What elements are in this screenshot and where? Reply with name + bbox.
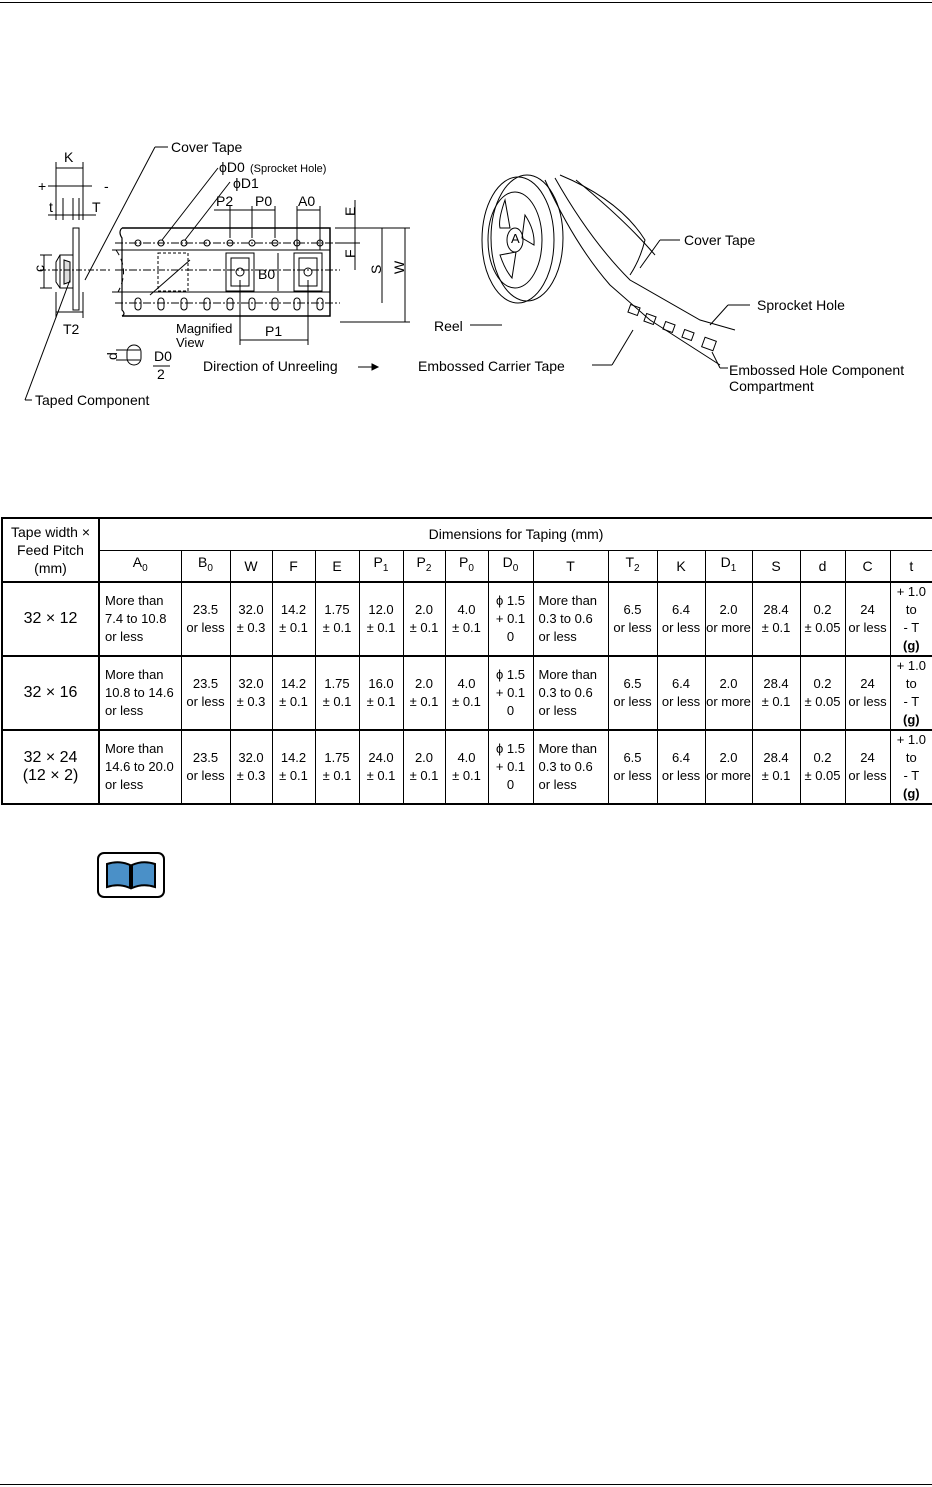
cell-s: 28.4 ± 0.1	[752, 582, 800, 656]
cell-b0: 23.5 or less	[181, 730, 230, 804]
cell-tape: 32 × 24 (12 × 2)	[2, 730, 99, 804]
label-d1: ϕD1	[233, 175, 259, 191]
cell-t2: 6.5 or less	[608, 730, 657, 804]
cell-tape: 32 × 16	[2, 656, 99, 730]
cell-a0: More than 10.8 to 14.6 or less	[99, 656, 181, 730]
cell-d: 0.2 ± 0.05	[800, 656, 845, 730]
label-plus: +	[38, 178, 47, 194]
column-header-d0: $D_0$	[488, 550, 533, 582]
cell-c: 24 or less	[845, 656, 890, 730]
label-magnified: Magnified	[176, 321, 233, 336]
label-d-small: d	[104, 352, 120, 360]
column-header-f: F	[272, 550, 315, 582]
label-embossed-carrier: Embossed Carrier Tape	[418, 358, 565, 374]
label-d0-frac-den: 2	[157, 366, 165, 382]
label-direction: Direction of Unreeling	[203, 358, 338, 374]
label-b0: B0	[258, 266, 276, 282]
column-header-b0: $B_0$	[181, 550, 230, 582]
table-body	[2, 582, 932, 804]
cell-d0: ϕ 1.5 + 0.1 0	[488, 730, 533, 804]
book-icon	[97, 852, 165, 898]
column-header-a0: $A_0$	[99, 550, 181, 582]
column-header-p1: $P_1$	[359, 550, 403, 582]
column-header-c: C	[845, 550, 890, 582]
column-header-s: S	[752, 550, 800, 582]
cell-d: 0.2 ± 0.05	[800, 582, 845, 656]
label-reel-a: A	[511, 231, 520, 246]
cell-d: 0.2 ± 0.05	[800, 730, 845, 804]
taping-dimensions-table	[1, 517, 932, 805]
cell-s: 28.4 ± 0.1	[752, 656, 800, 730]
cell-a0: More than 14.6 to 20.0 or less	[99, 730, 181, 804]
cell-p2: 2.0 ± 0.1	[403, 730, 445, 804]
column-header-t2: $T_2$	[608, 550, 657, 582]
cell-k: 6.4 or less	[657, 730, 705, 804]
table-row	[2, 656, 932, 730]
cell-p1: 16.0 ± 0.1	[359, 656, 403, 730]
cell-t: More than 0.3 to 0.6 or less	[533, 730, 608, 804]
cell-w: 32.0 ± 0.3	[230, 656, 272, 730]
cell-w: 32.0 ± 0.3	[230, 582, 272, 656]
cell-p1: 24.0 ± 0.1	[359, 730, 403, 804]
label-p0: P0	[255, 193, 273, 209]
label-embossed-hole-2: Compartment	[729, 378, 814, 394]
top-rule	[0, 2, 932, 3]
label-a0: A0	[298, 193, 316, 209]
cell-p0: 4.0 ± 0.1	[445, 656, 488, 730]
cell-f: 14.2 ± 0.1	[272, 582, 315, 656]
column-header-d: d	[800, 550, 845, 582]
cell-d1: 2.0 or more	[705, 582, 752, 656]
table-row	[2, 582, 932, 656]
label-sprocket-hole-right: Sprocket Hole	[757, 297, 845, 313]
column-header-d1: $D_1$	[705, 550, 752, 582]
label-w: W	[391, 260, 407, 274]
label-cover-tape-left: Cover Tape	[171, 139, 243, 155]
cell-b0: 23.5 or less	[181, 656, 230, 730]
cell-f: 14.2 ± 0.1	[272, 730, 315, 804]
cell-t2: 6.5 or less	[608, 656, 657, 730]
cell-p1: 12.0 ± 0.1	[359, 582, 403, 656]
cell-p2: 2.0 ± 0.1	[403, 582, 445, 656]
column-header-p0: $P_0$	[445, 550, 488, 582]
label-e: E	[342, 206, 358, 216]
label-t-big: T	[92, 199, 101, 215]
cell-e: 1.75 ± 0.1	[315, 656, 359, 730]
cell-t: More than 0.3 to 0.6 or less	[533, 656, 608, 730]
column-header-e: E	[315, 550, 359, 582]
cell-b0: 23.5 or less	[181, 582, 230, 656]
header-dimensions: Dimensions for Taping (mm)	[99, 518, 932, 550]
label-d0-frac-num: D0	[154, 348, 172, 364]
label-minus: -	[104, 178, 109, 194]
label-t-small: t	[49, 199, 53, 215]
taping-diagram	[0, 120, 932, 420]
column-header-row	[2, 550, 932, 582]
cell-d1: 2.0 or more	[705, 730, 752, 804]
cell-p0: 4.0 ± 0.1	[445, 582, 488, 656]
cell-k: 6.4 or less	[657, 582, 705, 656]
label-view: View	[176, 335, 204, 350]
cell-p2: 2.0 ± 0.1	[403, 656, 445, 730]
label-t2: T2	[63, 321, 80, 337]
label-f: F	[342, 249, 358, 258]
label-taped-component: Taped Component	[35, 392, 150, 408]
bottom-rule	[0, 1484, 932, 1485]
cell-t2: 6.5 or less	[608, 582, 657, 656]
column-header-k: K	[657, 550, 705, 582]
label-sprocket-hole-note: (Sprocket Hole)	[250, 163, 327, 175]
cell-p0: 4.0 ± 0.1	[445, 730, 488, 804]
cell-tt: + 1.0 to - T (g)	[890, 656, 932, 730]
label-c: c	[31, 265, 47, 272]
table-row	[2, 730, 932, 804]
label-p1: P1	[265, 323, 283, 339]
column-header-t: t	[890, 550, 932, 582]
cell-tt: + 1.0 to - T (g)	[890, 582, 932, 656]
cell-t: More than 0.3 to 0.6 or less	[533, 582, 608, 656]
cell-d0: ϕ 1.5 + 0.1 0	[488, 582, 533, 656]
label-k: K	[64, 149, 74, 165]
column-header-w: W	[230, 550, 272, 582]
cell-w: 32.0 ± 0.3	[230, 730, 272, 804]
label-cover-tape-right: Cover Tape	[684, 232, 756, 248]
header-tape-width: Tape width × Feed Pitch (mm)	[2, 518, 99, 582]
cell-c: 24 or less	[845, 582, 890, 656]
cell-k: 6.4 or less	[657, 656, 705, 730]
cell-d0: ϕ 1.5 + 0.1 0	[488, 656, 533, 730]
column-header-p2: $P_2$	[403, 550, 445, 582]
label-reel: Reel	[434, 318, 463, 334]
cell-e: 1.75 ± 0.1	[315, 730, 359, 804]
label-d0: ϕD0	[219, 159, 245, 175]
cell-c: 24 or less	[845, 730, 890, 804]
cell-d1: 2.0 or more	[705, 656, 752, 730]
cell-tt: + 1.0 to - T (g)	[890, 730, 932, 804]
label-s: S	[368, 264, 384, 274]
cell-a0: More than 7.4 to 10.8 or less	[99, 582, 181, 656]
cell-e: 1.75 ± 0.1	[315, 582, 359, 656]
label-embossed-hole-1: Embossed Hole Component	[729, 362, 905, 378]
column-header-t: T	[533, 550, 608, 582]
cell-tape: 32 × 12	[2, 582, 99, 656]
cell-f: 14.2 ± 0.1	[272, 656, 315, 730]
label-p2: P2	[216, 193, 234, 209]
cell-s: 28.4 ± 0.1	[752, 730, 800, 804]
